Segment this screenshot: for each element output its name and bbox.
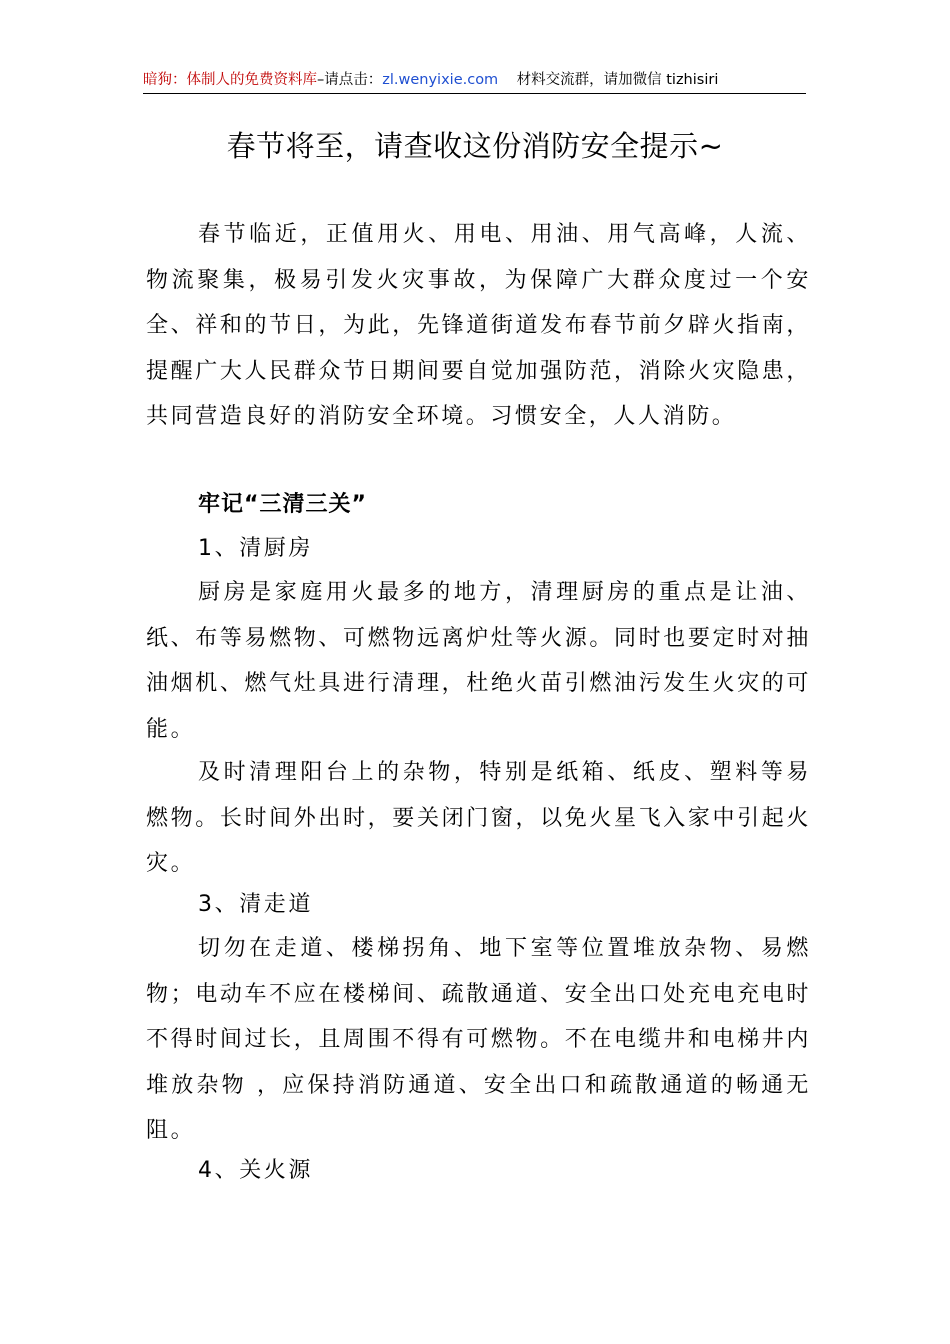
item3-paragraph: 切勿在走道、楼梯拐角、地下室等位置堆放杂物、易燃物；电动车不应在楼梯间、疏散通道、安全出口处充电充电时不得时间过长，且周围不得有可燃物。不在电缆井和电梯井内堆放杂物 ，应保持消防通道、安全出口和疏散通道的畅通无阻。 [146,936,811,1143]
item2-paragraph: 及时清理阳台上的杂物，特别是纸箱、纸皮、塑料等易燃物。长时间外出时，要关闭门窗，以免火星飞入家中引起火灾。 [146,760,811,876]
header-divider [143,93,806,94]
page-title: 春节将至，请查收这份消防安全提示~ [226,129,724,163]
item3-heading: 3、清走道 [198,892,313,917]
item1-paragraph: 厨房是家庭用火最多的地方，清理厨房的重点是让油、纸、布等易燃物、可燃物远离炉灶等火源。同时也要定时对抽油烟机、燃气灶具进行清理，杜绝火苗引燃油污发生火灾的可能。 [146,580,811,742]
header-brand: 暗狗：体制人的免费资料库 [143,72,317,88]
intro-paragraph: 春节临近，正值用火、用电、用油、用气高峰，人流、物流聚集，极易引发火灾事故，为保障广大群众度过一个安全、祥和的节日，为此，先锋道街道发布春节前夕辟火指南，提醒广大人民群众节日期间要自觉加强防范，消除火灾隐患，共同营造良好的消防安全环境。习惯安全，人人消防。 [146,222,811,429]
header-click-prefix: –请点击： [317,72,383,88]
section-heading: 牢记“三清三关” [198,492,367,517]
header-note: 材料交流群，请加微信 tizhisiri [516,72,719,88]
item1-heading: 1、清厨房 [198,536,313,561]
header-banner [143,68,806,92]
header-url-link[interactable]: zl.wenyixie.com [382,72,499,88]
item4-heading: 4、关火源 [198,1158,313,1183]
